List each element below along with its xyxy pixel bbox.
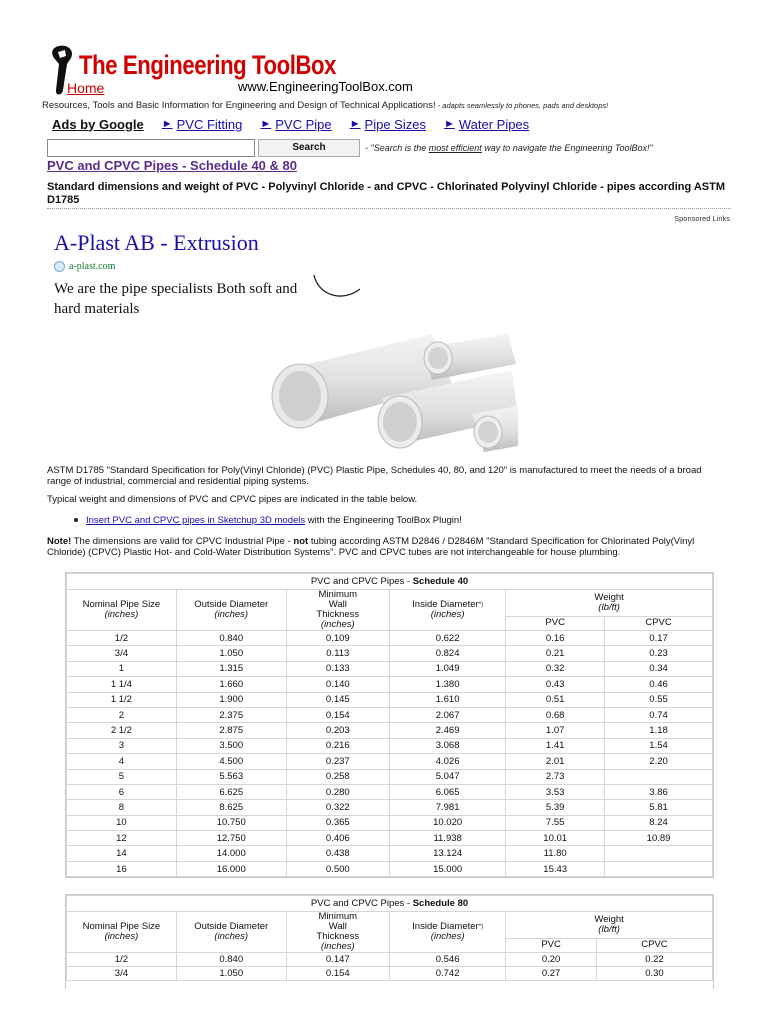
ad-arrow-icon[interactable] [312, 273, 364, 303]
tagline-text: Resources, Tools and Basic Information for Engineering and Design of Technical Applications! [42, 100, 436, 111]
table-row [67, 815, 713, 830]
table-cell: 0.237 [286, 754, 389, 769]
ad-link-pipe-sizes[interactable] [350, 117, 426, 132]
table-caption-row [67, 896, 713, 912]
table-cell: 0.154 [286, 707, 389, 722]
col-label: Minimum Wall Thickness [316, 589, 360, 620]
table-cell: 13.124 [389, 846, 505, 861]
table-cell [605, 769, 713, 784]
table-cell: 0.147 [286, 953, 389, 967]
table-row [67, 631, 713, 646]
tagline [42, 100, 608, 111]
table-row [67, 846, 713, 861]
table-cell: 4 [67, 754, 177, 769]
site-header [45, 42, 745, 98]
schedule-40-rows [67, 631, 713, 877]
table-cell: 1/2 [67, 631, 177, 646]
table-cell: 0.109 [286, 631, 389, 646]
table-row [67, 784, 713, 799]
table-cell: 0.216 [286, 738, 389, 753]
search-button[interactable]: Search [258, 139, 360, 157]
table-cell: 0.20 [506, 953, 597, 967]
search-note-text: way to navigate the Engineering ToolBox!" [481, 143, 653, 153]
table-cell: 3/4 [67, 967, 177, 981]
ad-title[interactable]: A-Plast AB - Extrusion [54, 230, 259, 255]
schedule-80-rows [67, 953, 713, 981]
pvc-pipes-image[interactable] [262, 328, 518, 458]
table-row [67, 723, 713, 738]
table-cell: 3 [67, 738, 177, 753]
col-label: Inside Diameter [412, 921, 479, 932]
table-cell: 10 [67, 815, 177, 830]
table-cell: 8 [67, 800, 177, 815]
table-row [67, 967, 713, 981]
col-unit: (inches) [320, 941, 355, 952]
ads-by-google-link[interactable]: Ads by Google [52, 116, 144, 132]
table-cell: 5.563 [176, 769, 286, 784]
table-cell: 11.80 [506, 846, 605, 861]
note-text: tubing according ASTM D2846 / D2846M "Standard Specification for Chlorinated Poly(Vinyl Chloride) (CPVC) Plastic Hot- and Cold-Water Distribution Systems". PVC and CPVC tubes are not interchangeable for house plumbing. [47, 536, 695, 558]
table-row [67, 769, 713, 784]
table-cell: 0.500 [286, 861, 389, 876]
table-cell: 7.981 [389, 800, 505, 815]
table-cell: 0.322 [286, 800, 389, 815]
table-caption [67, 896, 713, 912]
col-unit: (inches) [320, 619, 355, 630]
col-sup: *) [478, 602, 484, 608]
table-cell: 0.840 [176, 953, 286, 967]
table-cell: 0.43 [506, 677, 605, 692]
note-label: Note! [47, 536, 72, 547]
globe-icon [54, 261, 65, 272]
search-row [47, 139, 653, 157]
table-cell: 0.55 [605, 692, 713, 707]
table-cell: 3/4 [67, 646, 177, 661]
ad-link-label: PVC Fitting [176, 116, 243, 132]
table-row [67, 831, 713, 846]
col-label: Outside Diameter [194, 599, 269, 610]
table-cell: 5 [67, 769, 177, 784]
table-cell: 0.51 [506, 692, 605, 707]
table-cell: 16.000 [176, 861, 286, 876]
col-label: Inside Diameter [412, 599, 479, 610]
table-cell: 3.53 [506, 784, 605, 799]
tagline-small: - adapts seamlessly to phones, pads and desktops! [435, 101, 609, 110]
col-label: Outside Diameter [194, 921, 269, 932]
col-label: Nominal Pipe Size [82, 599, 161, 610]
sketchup-link[interactable]: Insert PVC and CPVC pipes in Sketchup 3D models [86, 515, 306, 526]
col-unit: (inches) [214, 609, 249, 620]
col-label: Nominal Pipe Size [82, 921, 161, 932]
table-cell: 0.622 [389, 631, 505, 646]
table-cell [605, 846, 713, 861]
table-caption-schedule: Schedule 80 [412, 898, 469, 909]
home-link[interactable]: Home [67, 80, 105, 96]
table-row [67, 661, 713, 676]
table-row [67, 953, 713, 967]
table-cell: 6.625 [176, 784, 286, 799]
table-cell: 0.21 [506, 646, 605, 661]
table-cell [605, 861, 713, 876]
table-cell: 1.050 [176, 967, 286, 981]
col-unit: (inches) [430, 609, 465, 620]
triangle-right-icon: ► [349, 118, 361, 130]
table-cell: 1.54 [605, 738, 713, 753]
table-cell: 4.500 [176, 754, 286, 769]
table-cell: 1 1/2 [67, 692, 177, 707]
table-cell: 15.43 [506, 861, 605, 876]
col-inside [389, 912, 505, 953]
table-cell: 5.81 [605, 800, 713, 815]
table-cell: 0.840 [176, 631, 286, 646]
table-cell: 12.750 [176, 831, 286, 846]
table-cell: 0.74 [605, 707, 713, 722]
table-cell: 0.46 [605, 677, 713, 692]
table-cell: 10.020 [389, 815, 505, 830]
bullet-dot [74, 518, 78, 522]
col-pvc: PVC [506, 616, 605, 630]
table-cell: 0.824 [389, 646, 505, 661]
table-cell: 2 [67, 707, 177, 722]
table-cell: 14.000 [176, 846, 286, 861]
bullet-text: with the Engineering ToolBox Plugin! [305, 515, 462, 526]
col-nominal [67, 590, 177, 631]
table-cell: 3.86 [605, 784, 713, 799]
search-note-emph: most efficient [428, 143, 482, 153]
divider [47, 208, 731, 209]
table-row [67, 738, 713, 753]
col-pvc: PVC [506, 938, 597, 952]
table-cell: 0.27 [506, 967, 597, 981]
table-cell: 1.18 [605, 723, 713, 738]
table-cell: 2 1/2 [67, 723, 177, 738]
table-cell: 0.154 [286, 967, 389, 981]
col-unit: (inches) [214, 931, 249, 942]
paragraph-typical: Typical weight and dimensions of PVC and CPVC pipes are indicated in the table below. [47, 494, 418, 505]
table-cell: 0.406 [286, 831, 389, 846]
col-weight [506, 912, 713, 939]
ad-domain[interactable] [54, 261, 115, 272]
table-row [67, 754, 713, 769]
table-cell: 1.610 [389, 692, 505, 707]
search-input[interactable] [47, 139, 255, 157]
table-cell: 1.315 [176, 661, 286, 676]
table-caption [67, 574, 713, 590]
table-row [67, 861, 713, 876]
paragraph-astm: ASTM D1785 "Standard Specification for Poly(Vinyl Chloride) (PVC) Plastic Pipe, Schedules 40, 80, and 120" is manufactured to meet the needs of a broad range of industrial, commercial and residential piping systems. [47, 465, 702, 487]
table-cell: 0.68 [506, 707, 605, 722]
ad-link-label: Pipe Sizes [364, 116, 426, 132]
table-cell: 1/2 [67, 953, 177, 967]
col-unit: (inches) [104, 931, 139, 942]
site-title[interactable]: The Engineering ToolBox [79, 50, 337, 80]
table-cell: 1.050 [176, 646, 286, 661]
table-cell: 0.140 [286, 677, 389, 692]
table-caption-text: PVC and CPVC Pipes - [310, 898, 413, 909]
table-cell: 2.875 [176, 723, 286, 738]
table-cell: 0.34 [605, 661, 713, 676]
schedule-80-table [65, 894, 714, 989]
table-cell: 0.742 [389, 967, 505, 981]
table-cell: 0.280 [286, 784, 389, 799]
col-unit: (lb/ft) [598, 923, 620, 935]
table-caption-schedule: Schedule 40 [412, 576, 469, 587]
col-inside [389, 590, 505, 631]
col-sup: *) [478, 924, 484, 930]
table-cell: 0.133 [286, 661, 389, 676]
table-caption-row [67, 574, 713, 590]
table-cell: 1.07 [506, 723, 605, 738]
table-cell: 6.065 [389, 784, 505, 799]
table-cell: 1.900 [176, 692, 286, 707]
triangle-right-icon: ► [161, 118, 173, 130]
table-cell: 2.375 [176, 707, 286, 722]
bullet-item [74, 515, 462, 526]
table-header-row [67, 912, 713, 939]
table-cell: 10.750 [176, 815, 286, 830]
col-unit: (inches) [104, 609, 139, 620]
table-cell: 6 [67, 784, 177, 799]
table-cell: 16 [67, 861, 177, 876]
col-label: Weight [594, 591, 624, 603]
col-wall [286, 590, 389, 631]
col-nominal [67, 912, 177, 953]
table-row [67, 800, 713, 815]
note-text: The dimensions are valid for CPVC Industrial Pipe - [71, 536, 294, 547]
table-cell: 1.660 [176, 677, 286, 692]
table-cell: 11.938 [389, 831, 505, 846]
table-cell: 10.01 [506, 831, 605, 846]
col-cpvc: CPVC [596, 938, 712, 952]
table-cell: 0.546 [389, 953, 505, 967]
table-cell: 2.469 [389, 723, 505, 738]
note-not: not [293, 536, 309, 547]
ads-bar [52, 115, 547, 133]
page-intro: Standard dimensions and weight of PVC - Polyvinyl Chloride - and CPVC - Chlorinated Polyvinyl Chloride - pipes according ASTM D1785 [47, 181, 726, 206]
triangle-right-icon: ► [260, 118, 272, 130]
table-cell: 0.438 [286, 846, 389, 861]
table-cell: 12 [67, 831, 177, 846]
ad-description: We are the pipe specialists Both soft and hard materials [54, 281, 298, 317]
table-cell: 3.500 [176, 738, 286, 753]
triangle-right-icon: ► [443, 118, 455, 130]
table-cell: 1.049 [389, 661, 505, 676]
col-wall [286, 912, 389, 953]
table-row [67, 692, 713, 707]
table-row [67, 646, 713, 661]
col-outside [176, 912, 286, 953]
table-cell: 15.000 [389, 861, 505, 876]
table-cell: 10.89 [605, 831, 713, 846]
table-cell: 2.73 [506, 769, 605, 784]
table-cell: 2.20 [605, 754, 713, 769]
table-caption-text: PVC and CPVC Pipes - [310, 576, 413, 587]
search-note-text: - "Search is the [365, 143, 429, 153]
table-cell: 0.113 [286, 646, 389, 661]
table-cell: 0.32 [506, 661, 605, 676]
table-cell: 0.258 [286, 769, 389, 784]
table-cell: 1 1/4 [67, 677, 177, 692]
col-weight [506, 590, 713, 617]
table-cell: 2.01 [506, 754, 605, 769]
table-cell: 3.068 [389, 738, 505, 753]
table-header-row [67, 590, 713, 617]
table-cell: 1.41 [506, 738, 605, 753]
table-cell: 8.625 [176, 800, 286, 815]
schedule-40-table [65, 572, 714, 878]
table-cell: 0.145 [286, 692, 389, 707]
table-cell: 1.380 [389, 677, 505, 692]
advertisement[interactable] [54, 226, 514, 456]
col-outside [176, 590, 286, 631]
col-label: Minimum Wall Thickness [316, 911, 360, 942]
table-cell: 0.16 [506, 631, 605, 646]
table-cell: 0.17 [605, 631, 713, 646]
table-cell: 5.39 [506, 800, 605, 815]
site-url: www.EngineeringToolBox.com [238, 79, 413, 94]
table-row [67, 677, 713, 692]
table-cell: 1 [67, 661, 177, 676]
table-cell: 0.23 [605, 646, 713, 661]
col-unit: (lb/ft) [598, 601, 620, 613]
paragraph-note [47, 536, 727, 558]
sponsored-links-label: Sponsored Links [674, 214, 730, 223]
search-note [365, 143, 653, 153]
col-cpvc: CPVC [605, 616, 713, 630]
ad-link-pvc-fitting[interactable] [162, 117, 243, 132]
table-cell: 0.203 [286, 723, 389, 738]
col-label: Weight [594, 913, 624, 925]
ad-link-label: Water Pipes [458, 116, 530, 132]
ad-link-pvc-pipe[interactable] [260, 117, 331, 132]
ad-domain-text: a-plast.com [69, 261, 116, 272]
ad-link-label: PVC Pipe [275, 116, 332, 132]
table-cell: 4.026 [389, 754, 505, 769]
table-cell: 7.55 [506, 815, 605, 830]
page-title[interactable]: PVC and CPVC Pipes - Schedule 40 & 80 [47, 158, 297, 173]
table-cell: 14 [67, 846, 177, 861]
table-cell: 0.30 [596, 967, 712, 981]
table-cell: 8.24 [605, 815, 713, 830]
table-cell: 0.22 [596, 953, 712, 967]
ad-link-water-pipes[interactable] [444, 117, 529, 132]
table-cell: 5.047 [389, 769, 505, 784]
table-cell: 2.067 [389, 707, 505, 722]
table-row [67, 707, 713, 722]
table-cell: 0.365 [286, 815, 389, 830]
col-unit: (inches) [430, 931, 465, 942]
